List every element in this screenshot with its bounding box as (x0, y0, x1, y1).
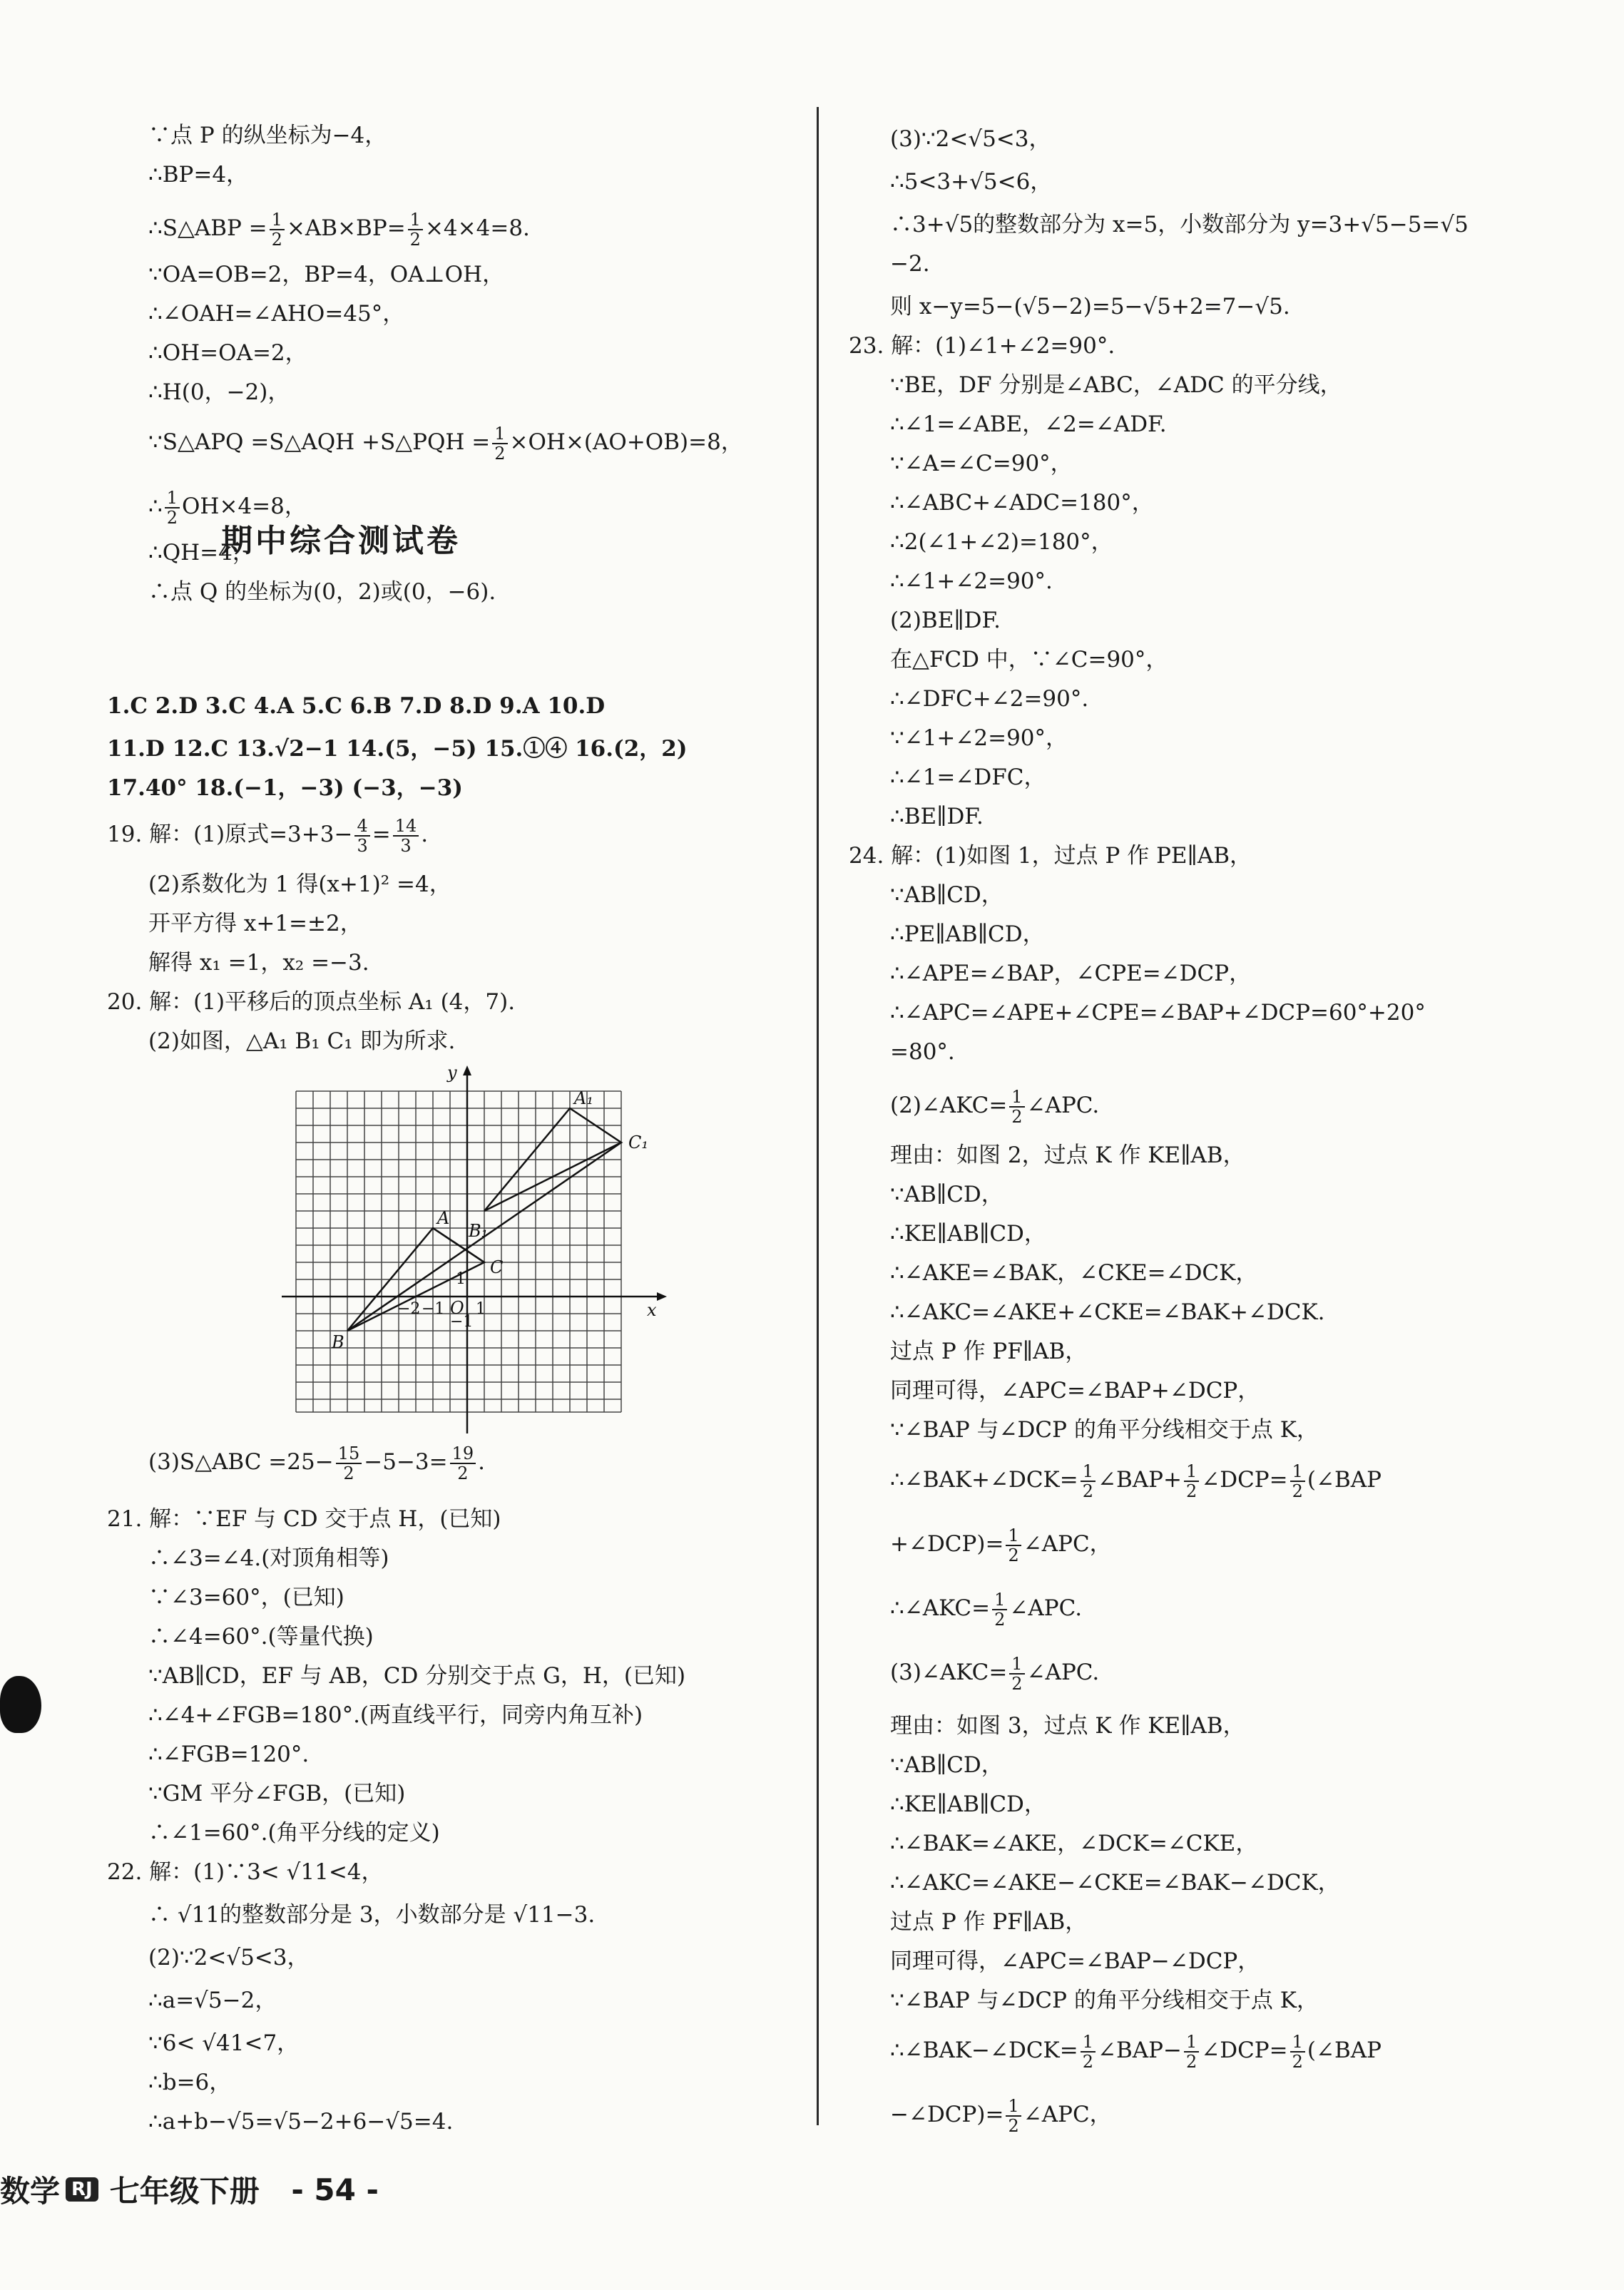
text-line: ∵6< √41<7， (148, 2030, 300, 2056)
text-line: ∵AB∥CD， (890, 882, 1003, 908)
text-line: 19. 解：(1)原式=3+3− $\frac{4}{3}$ = $\frac{14}{3}$ . (107, 815, 429, 856)
text-line: 同理可得，∠APC=∠BAP+∠DCP， (890, 1378, 1260, 1404)
text-line: ∴点 Q 的坐标为(0，2)或(0，−6). (148, 579, 496, 605)
text-line: =80°. (890, 1039, 955, 1065)
text-line: ∴ √11的整数部分是 3，小数部分是 √11−3. (148, 1902, 596, 1928)
fraction: $\frac{1}{2}$ (1290, 2033, 1305, 2071)
text-line: ∴H(0，−2)， (148, 379, 290, 405)
ink-blot (0, 1676, 41, 1733)
tick-1-x: 1 (476, 1300, 486, 1318)
text-line: ∴∠1+∠2=90°. (890, 568, 1053, 594)
label-o: O (450, 1298, 464, 1318)
text-line: ∴BE∥DF. (890, 804, 984, 829)
y-axis-arrow (463, 1065, 471, 1075)
text-line: ∴∠3=∠4.(对顶角相等) (148, 1545, 389, 1571)
text-line: ∴ $\frac{1}{2}$ OH×4=8， (148, 487, 307, 528)
text-line: ∴S△ABP = $\frac{1}{2}$ ×AB×BP= $\frac{1}{2}$ ×4×4=8. (148, 209, 530, 250)
label-b1: B₁ (469, 1221, 489, 1241)
text-line: ∵BE，DF 分别是∠ABC，∠ADC 的平分线， (890, 372, 1342, 398)
text-line: ∵S△APQ =S△AQH +S△PQH = $\frac{1}{2}$ ×OH×(AO+OB)=8， (148, 423, 743, 464)
text-line: 过点 P 作 PF∥AB， (890, 1339, 1088, 1364)
text-line: ∴∠AKC= $\frac{1}{2}$ ∠APC. (890, 1589, 1083, 1630)
text-line: −2. (890, 251, 930, 277)
text-line: ∵AB∥CD，EF 与 AB，CD 分别交于点 G，H，(已知) (148, 1663, 686, 1689)
text-line: 20. 解：(1)平移后的顶点坐标 A₁ (4，7). (107, 989, 516, 1015)
text-line: 解得 x₁ =1，x₂ =−3. (148, 950, 369, 976)
text-line: (2)∵2<√5<3， (148, 1945, 310, 1970)
text-line: ∴∠AKC=∠AKE+∠CKE=∠BAK+∠DCK. (890, 1299, 1325, 1325)
text-line: ∴QH=4， (148, 540, 255, 566)
label-x: x (647, 1300, 657, 1320)
text-line: ∵∠A=∠C=90°， (890, 451, 1073, 476)
text-line: ∵∠1+∠2=90°， (890, 725, 1068, 751)
text-line: ∵OA=OB=2，BP=4，OA⊥OH， (148, 262, 505, 287)
text-line: ∵点 P 的纵坐标为−4， (148, 123, 387, 148)
footer-subject: 数学 (0, 2174, 61, 2209)
footer-grade: 七年级下册 (109, 2174, 260, 2209)
text-line: ∵AB∥CD， (890, 1182, 1003, 1207)
text-line: ∴∠ABC+∠ADC=180°， (890, 490, 1154, 516)
text-line: +∠DCP)= $\frac{1}{2}$ ∠APC， (890, 1525, 1112, 1565)
text-line: (2)如图，△A₁ B₁ C₁ 即为所求. (148, 1028, 456, 1054)
text-line: ∴KE∥AB∥CD， (890, 1221, 1046, 1247)
label-c: C (490, 1257, 504, 1277)
text-line: ∴2(∠1+∠2)=180°， (890, 529, 1113, 555)
fraction: $\frac{1}{2}$ (1081, 1462, 1096, 1501)
tick-1-y: 1 (456, 1270, 466, 1288)
text-line: ∴∠FGB=120°. (148, 1742, 310, 1767)
column-divider (817, 107, 819, 2125)
text-line: 21. 解：∵EF 与 CD 交于点 H，(已知) (107, 1506, 501, 1532)
text-line: ∵GM 平分∠FGB，(已知) (148, 1781, 406, 1806)
text-line: ∴∠4=60°.(等量代换) (148, 1624, 374, 1650)
text-line: ∵∠BAP 与∠DCP 的角平分线相交于点 K， (890, 1417, 1319, 1443)
page-number: - 54 - (291, 2172, 379, 2207)
text-line: ∴∠BAK=∠AKE，∠DCK=∠CKE， (890, 1831, 1258, 1856)
answer-line: 1.C 2.D 3.C 4.A 5.C 6.B 7.D 8.D 9.A 10.D (107, 693, 606, 719)
fraction: $\frac{1}{2}$ (408, 210, 423, 249)
label-y: y (447, 1063, 457, 1083)
section-title: 期中综合测试卷 (221, 523, 461, 559)
text-line: ∵∠3=60°，(已知) (148, 1585, 344, 1610)
text-line: ∴b=6， (148, 2070, 232, 2095)
text-line: ∴OH=OA=2， (148, 340, 307, 366)
text-line: ∴∠BAK−∠DCK= $\frac{1}{2}$ ∠BAP− $\frac{1}{2}$ ∠DCP= $\frac{1}{2}$ (∠BAP (890, 2031, 1382, 2072)
fraction: $\frac{1}{2}$ (1184, 2033, 1199, 2071)
text-line: ∴PE∥AB∥CD， (890, 921, 1045, 947)
fraction: $\frac{1}{2}$ (1009, 1088, 1024, 1126)
answer-line: 17.40° 18.(−1，−3) (−3，−3) (107, 775, 463, 801)
text-line: 22. 解：(1)∵3< √11<4， (107, 1859, 384, 1885)
text-line: ∴a+b−√5=√5−2+6−√5=4. (148, 2109, 454, 2135)
text-line: 理由：如图 3，过点 K 作 KE∥AB， (890, 1713, 1245, 1739)
text-line: ∴a=√5−2， (148, 1988, 277, 2013)
fraction: $\frac{1}{2}$ (270, 210, 285, 249)
footer-badge: RJ (66, 2177, 98, 2202)
text-line: ∴∠4+∠FGB=180°.(两直线平行，同旁内角互补) (148, 1702, 643, 1728)
text-line: −∠DCP)= $\frac{1}{2}$ ∠APC， (890, 2095, 1112, 2136)
text-line: 24. 解：(1)如图 1，过点 P 作 PE∥AB， (849, 843, 1252, 869)
text-line: ∵∠BAP 与∠DCP 的角平分线相交于点 K， (890, 1988, 1319, 2013)
fraction: $\frac{1}{2}$ (165, 489, 180, 527)
text-line: (3)∠AKC= $\frac{1}{2}$ ∠APC. (890, 1653, 1100, 1694)
fraction: $\frac{1}{2}$ (1006, 1526, 1021, 1565)
text-line: (2)系数化为 1 得(x+1)² =4， (148, 871, 451, 897)
text-line: (3)S△ABC =25− $\frac{15}{2}$ −5−3= $\frac{19}{2}$ . (148, 1443, 486, 1483)
text-line: 在△FCD 中，∵∠C=90°， (890, 647, 1168, 673)
fraction: $\frac{1}{2}$ (1009, 1655, 1024, 1693)
fraction: $\frac{19}{2}$ (450, 1444, 476, 1483)
text-line: ∴KE∥AB∥CD， (890, 1791, 1046, 1817)
label-b: B (332, 1332, 344, 1352)
x-axis-arrow (657, 1292, 667, 1301)
fraction: $\frac{1}{2}$ (492, 424, 507, 463)
tick-neg1: −1 (422, 1300, 445, 1318)
text-line: 则 x−y=5−(√5−2)=5−√5+2=7−√5. (890, 294, 1290, 320)
answer-line: 11.D 12.C 13.√2−1 14.(5，−5) 15.①④ 16.(2，2) (107, 736, 688, 762)
fraction: $\frac{4}{3}$ (354, 817, 369, 855)
grid-lines (296, 1091, 621, 1412)
text-line: ∴∠OAH=∠AHO=45°， (148, 301, 405, 327)
fraction: $\frac{1}{2}$ (1081, 2033, 1096, 2071)
tick-neg1-y: −1 (450, 1313, 474, 1331)
text-line: ∴∠APE=∠BAP，∠CPE=∠DCP， (890, 961, 1252, 986)
text-line: ∴∠BAK+∠DCK= $\frac{1}{2}$ ∠BAP+ $\frac{1}{2}$ ∠DCP= $\frac{1}{2}$ (∠BAP (890, 1461, 1382, 1501)
coordinate-grid-figure (282, 1063, 681, 1433)
text-line: ∴∠APC=∠APE+∠CPE=∠BAP+∠DCP=60°+20° (890, 1000, 1426, 1026)
text-line: ∴∠1=∠DFC， (890, 765, 1046, 790)
text-line: ∴∠AKE=∠BAK，∠CKE=∠DCK， (890, 1260, 1258, 1286)
fraction: $\frac{15}{2}$ (336, 1444, 362, 1483)
text-line: (3)∵2<√5<3， (890, 126, 1051, 152)
text-line: 过点 P 作 PF∥AB， (890, 1909, 1088, 1935)
text-line: 23. 解：(1)∠1+∠2=90°. (849, 333, 1115, 359)
text-line: ∴BP=4， (148, 162, 249, 188)
fraction: $\frac{1}{2}$ (1290, 1462, 1305, 1501)
label-c1: C₁ (628, 1133, 648, 1152)
page-footer (0, 2168, 379, 2211)
text-line: ∴∠1=60°.(角平分线的定义) (148, 1820, 440, 1846)
text-line: ∴5<3+√5<6， (890, 169, 1053, 195)
tick-neg2: −2 (397, 1300, 421, 1318)
text-line: ∴∠1=∠ABE，∠2=∠ADF. (890, 412, 1167, 437)
text-line: 理由：如图 2，过点 K 作 KE∥AB， (890, 1143, 1245, 1168)
text-line: (2)BE∥DF. (890, 608, 1001, 633)
fraction: $\frac{14}{3}$ (393, 817, 419, 855)
text-line: 同理可得，∠APC=∠BAP−∠DCP， (890, 1948, 1260, 1974)
text-line: 开平方得 x+1=±2， (148, 911, 362, 936)
label-a: A (437, 1208, 450, 1228)
fraction: $\frac{1}{2}$ (1006, 2097, 1021, 2135)
label-a1: A₁ (574, 1088, 593, 1108)
text-line: ∴∠DFC+∠2=90°. (890, 686, 1089, 712)
fraction: $\frac{1}{2}$ (992, 1590, 1007, 1629)
text-line: (2)∠AKC= $\frac{1}{2}$ ∠APC. (890, 1086, 1100, 1127)
text-line: ∴∠AKC=∠AKE−∠CKE=∠BAK−∠DCK， (890, 1870, 1340, 1896)
text-line: ∴3+√5的整数部分为 x=5，小数部分为 y=3+√5−5=√5 (890, 212, 1469, 237)
text-line: ∵AB∥CD， (890, 1752, 1003, 1778)
fraction: $\frac{1}{2}$ (1184, 1462, 1199, 1501)
